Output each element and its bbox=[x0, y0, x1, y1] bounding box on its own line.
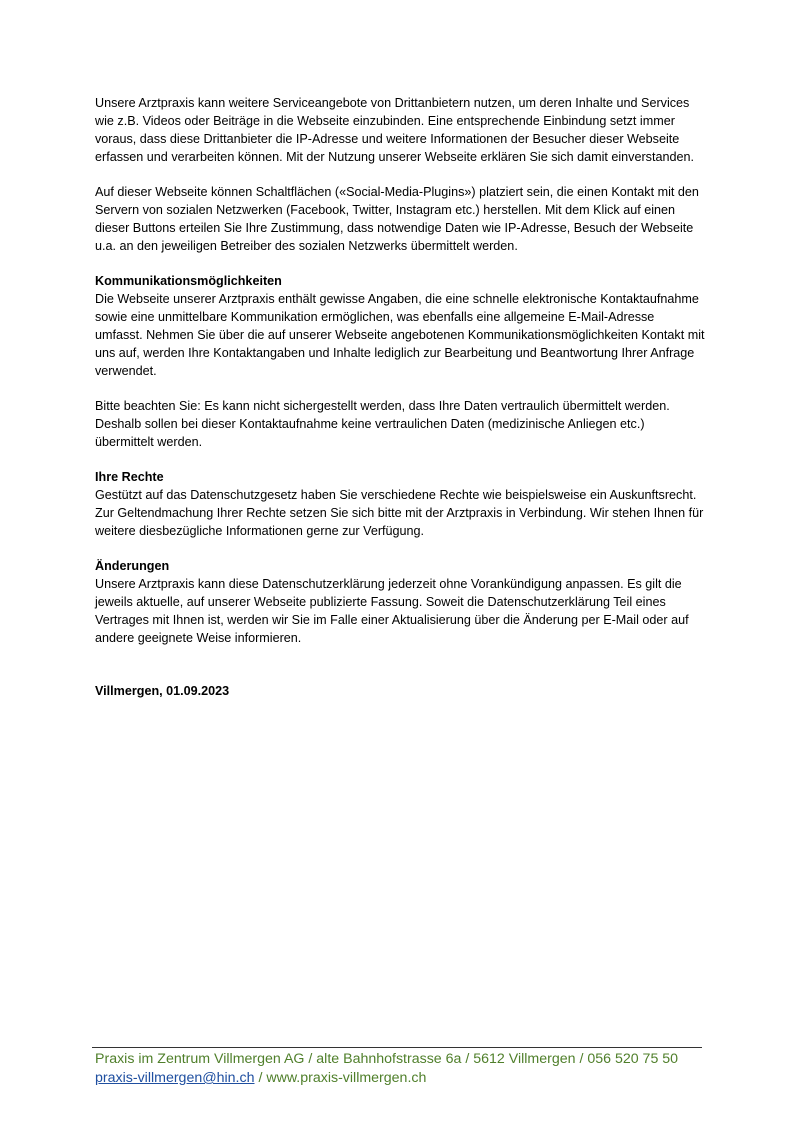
section-paragraph: Gestützt auf das Datenschutzgesetz haben Sie verschiedene Rechte wie beispielsweise ein Auskunftsrecht. Zur Geltendmachung Ihrer Rechte setzen Sie sich bitte mit der Arztpraxis in Verbindung. Wir stehen Ihnen für weitere diesbezügliche Informationen gerne zur Verfügung. bbox=[95, 488, 704, 538]
footer-separator: / bbox=[254, 1070, 267, 1086]
footer bbox=[95, 1050, 715, 1088]
section-heading: Ihre Rechte bbox=[95, 470, 164, 484]
section-heading: Änderungen bbox=[95, 559, 170, 573]
section-kommunikation bbox=[95, 272, 705, 451]
section-paragraph: Bitte beachten Sie: Es kann nicht sichergestellt werden, dass Ihre Daten vertraulich übermittelt werden. Deshalb sollen bei dieser Kontaktaufnahme keine vertraulichen Daten (medizinische Anliegen etc.) übermittelt werden. bbox=[95, 399, 670, 449]
website-link[interactable]: www.praxis-villmergen.ch bbox=[266, 1070, 427, 1086]
section-heading: Kommunikationsmöglichkeiten bbox=[95, 274, 282, 288]
intro-paragraph: Unsere Arztpraxis kann weitere Serviceangebote von Drittanbietern nutzen, um deren Inhalte und Services wie z.B. Videos oder Beiträge in die Webseite einzubinden. Eine entsprechende Einbindung setzt immer voraus, dass diese Drittanbieter die IP-Adresse und weitere Informationen der Besucher dieser Webseite erfassen und verarbeiten können. Mit der Nutzung unserer Webseite erklären Sie sich damit einverstanden. bbox=[95, 96, 694, 164]
email-link[interactable]: praxis-villmergen@hin.ch bbox=[95, 1070, 255, 1086]
section-rechte bbox=[95, 468, 705, 540]
footer-address: Praxis im Zentrum Villmergen AG / alte Bahnhofstrasse 6a / 5612 Villmergen / 056 520 75 50 bbox=[95, 1051, 679, 1067]
section-paragraph: Die Webseite unserer Arztpraxis enthält gewisse Angaben, die eine schnelle elektronische Kontaktaufnahme sowie eine unmittelbare Kommunikation ermöglichen, was ebenfalls eine allgemeine E-Mail-Adresse umfasst. Nehmen Sie über die auf unserer Webseite angebotenen Kommunikationsmöglichkeiten Kontakt mit uns auf, werden Ihre Kontaktangaben und Inhalte lediglich zur Bearbeitung und Beantwortung Ihrer Anfrage verwendet. bbox=[95, 292, 705, 378]
section-aenderungen bbox=[95, 557, 705, 647]
footer-contact bbox=[95, 1069, 715, 1088]
document-body bbox=[95, 94, 705, 713]
intro-paragraph: Auf dieser Webseite können Schaltflächen («Social-Media-Plugins») platziert sein, die einen Kontakt mit den Servern von sozialen Netzwerken (Facebook, Twitter, Instagram etc.) herstellen. Mit dem Klick auf einen dieser Buttons erteilen Sie Ihre Zustimmung, dass notwendige Daten wie IP-Adresse, Besuch der Webseite u.a. an den jeweiligen Betreiber des sozialen Netzwerks übermittelt werden. bbox=[95, 185, 699, 253]
footer-divider bbox=[92, 1047, 702, 1048]
section-paragraph: Unsere Arztpraxis kann diese Datenschutzerklärung jederzeit ohne Vorankündigung anpassen. Es gilt die jeweils aktuelle, auf unserer Webseite publizierte Fassung. Soweit die Datenschutzerklärung Teil eines Vertrages mit Ihnen ist, werden wir Sie im Falle einer Aktualisierung über die Änderung per E-Mail oder auf andere geeignete Weise informieren. bbox=[95, 577, 689, 645]
signature-date: Villmergen, 01.09.2023 bbox=[95, 684, 230, 698]
